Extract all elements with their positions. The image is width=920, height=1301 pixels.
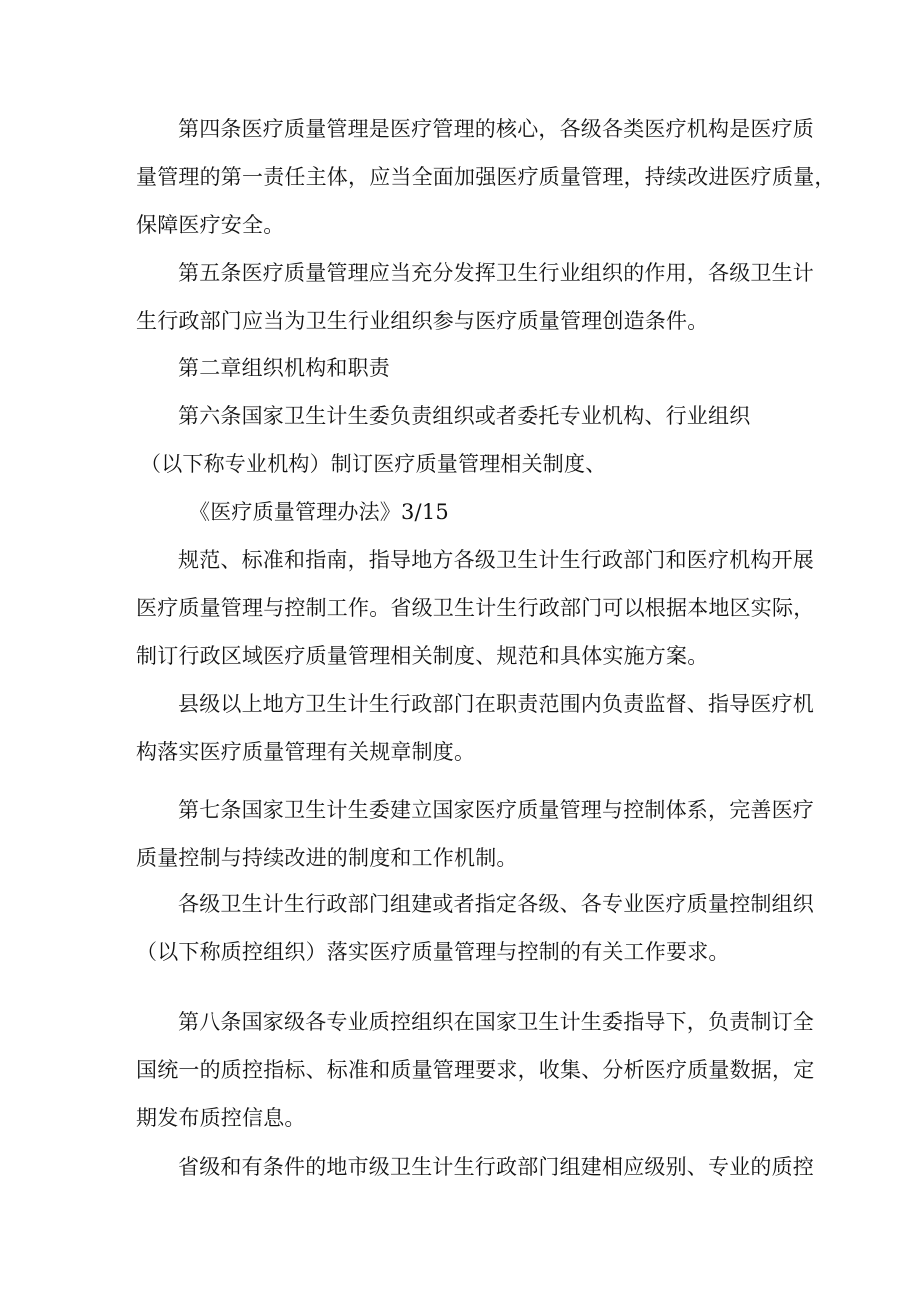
text-line-21: 期发布质控信息。 [136, 1106, 306, 1130]
text-line-7: 第六条国家卫生计生委负责组织或者委托专业机构、行业组织 [178, 404, 751, 428]
text-line-16: 质量控制与持续改进的制度和工作机制。 [136, 846, 518, 870]
text-line-4: 第五条医疗质量管理应当充分发挥卫生行业组织的作用，各级卫生计 [178, 261, 814, 285]
text-line-17: 各级卫生计生行政部门组建或者指定各级、各专业医疗质量控制组织 [178, 892, 814, 916]
text-line-1: 第四条医疗质量管理是医疗管理的核心，各级各类医疗机构是医疗质 [178, 117, 814, 141]
text-line-20: 国统一的质控指标、标准和质量管理要求，收集、分析医疗质量数据，定 [136, 1058, 815, 1082]
page-header-reference: 《医疗质量管理办法》3/15 [189, 500, 449, 524]
text-line-2: 量管理的第一责任主体，应当全面加强医疗质量管理，持续改进医疗质量， [136, 165, 836, 189]
text-line-15: 第七条国家卫生计生委建立国家医疗质量管理与控制体系，完善医疗 [178, 798, 814, 822]
text-line-5: 生行政部门应当为卫生行业组织参与医疗质量管理创造条件。 [136, 309, 709, 333]
text-line-18: （以下称质控组织）落实医疗质量管理与控制的有关工作要求。 [136, 940, 730, 964]
text-line-19: 第八条国家级各专业质控组织在国家卫生计生委指导下，负责制订全 [178, 1010, 814, 1034]
text-line-22: 省级和有条件的地市级卫生计生行政部门组建相应级别、专业的质控 [178, 1155, 814, 1179]
text-line-8: （以下称专业机构）制订医疗质量管理相关制度、 [140, 452, 607, 476]
text-line-14: 构落实医疗质量管理有关规章制度。 [136, 740, 476, 764]
text-line-3: 保障医疗安全。 [136, 213, 285, 237]
text-line-13: 县级以上地方卫生计生行政部门在职责范围内负责监督、指导医疗机 [178, 692, 814, 716]
text-line-11: 医疗质量管理与控制工作。省级卫生计生行政部门可以根据本地区实际， [136, 596, 815, 620]
text-line-10: 规范、标准和指南，指导地方各级卫生计生行政部门和医疗机构开展 [178, 548, 814, 572]
text-line-12: 制订行政区域医疗质量管理相关制度、规范和具体实施方案。 [136, 644, 709, 668]
chapter-heading: 第二章组织机构和职责 [178, 356, 390, 380]
